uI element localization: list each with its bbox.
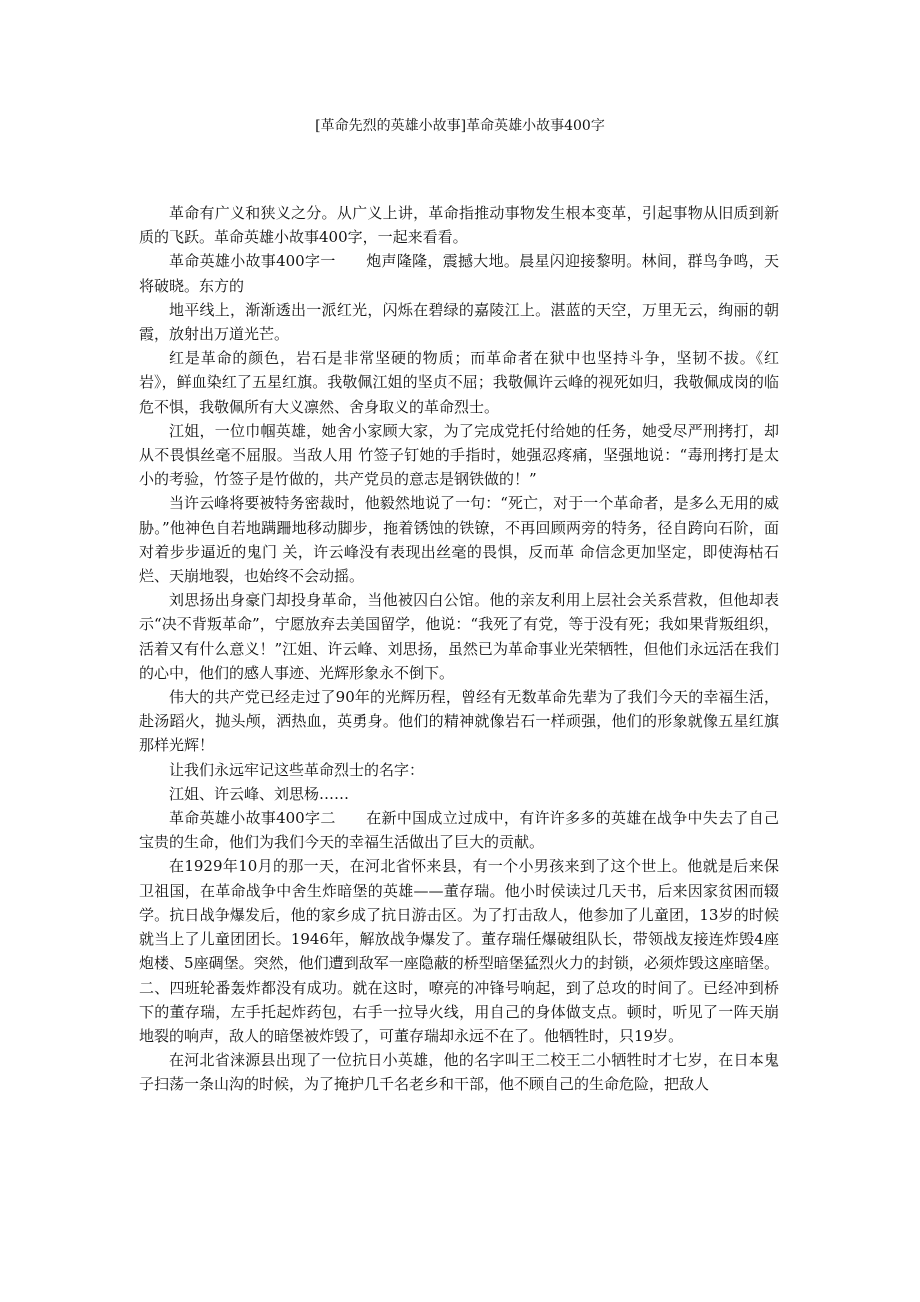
paragraph-horizon: 地平线上，渐渐透出一派红光，闪烁在碧绿的嘉陵江上。湛蓝的天空，万里无云，绚丽的朝霞，放射出万道光芒。 xyxy=(139,300,779,344)
document-title: [革命先烈的英雄小故事]革命英雄小故事400字 xyxy=(315,118,605,134)
paragraph-story-two-heading: 革命英雄小故事400字二 在新中国成立过成中，有许许多多的英雄在战争中失去了自己宝贵的生命，他们为我们今天的幸福生活做出了巨大的贡献。 xyxy=(139,809,779,852)
paragraph-red-crag: 红是革命的颜色，岩石是非常坚硬的物质；而革命者在狱中也坚持斗争，坚韧不拔。《红岩》，鲜血染红了五星红旗。我敬佩江姐的坚贞不屈；我敬佩许云峰的视死如归，我敬佩成岗的临危不惧，我敬佩所有大义凛然、舍身取义的革命烈士。 xyxy=(139,349,779,416)
paragraph-remember: 让我们永远牢记这些革命烈士的名字： xyxy=(169,760,425,779)
paragraph-dong-cunrui: 在1929年10月的那一天，在河北省怀来县，有一个小男孩来到了这个世上。他就是后来保卫祖国，在革命战争中舍生炸暗堡的英雄——董存瑞。他小时侯读过几天书，后来因家贫困而辍学。抗日战争爆发后，他的家乡成了抗日游击区。为了打击敌人，他参加了儿童团，13岁的时候就当上了儿童团团长。1946年，解放战争爆发了。董存瑞任爆破组队长，带领战友接连炸毁4座炮楼、5座碉堡。突然，他们遭到敌军一座隐蔽的桥型暗堡猛烈火力的封锁，必须炸毁这座暗堡。二、四班轮番轰炸都没有成功。就在这时，嘹亮的冲锋号响起，到了总攻的时间了。已经冲到桥下的董存瑞，左手托起炸药包，右手一拉导火线，用自己的身体做支点。顿时，听见了一阵天崩地裂的响声，敌人的暗堡被炸毁了，可董存瑞却永远不在了。他牺牲时，只19岁。 xyxy=(139,857,779,1045)
paragraph-liu-siyang: 刘思扬出身豪门却投身革命，当他被囚白公馆。他的亲友利用上层社会关系营救，但他却表示“决不背叛革命”，宁愿放弃去美国留学，他说：“我死了有党，等于没有死；我如果背叛组织，活着又有什么意义！”江姐、许云峰、刘思扬，虽然已为革命事业光荣牺牲，但他们永远活在我们的心中，他们的感人事迹、光辉形象永不倒下。 xyxy=(139,591,779,682)
document-body xyxy=(139,201,779,1097)
paragraph-intro: 革命有广义和狭义之分。从广义上讲，革命指推动事物发生根本变革，引起事物从旧质到新质的飞跃。革命英雄小故事400字，一起来看看。 xyxy=(139,204,779,247)
paragraph-names: 江姐、许云峰、刘思杨…… xyxy=(169,784,350,803)
paragraph-story-one-heading: 革命英雄小故事400字一 炮声隆隆，震撼大地。晨星闪迎接黎明。林间，群鸟争鸣，天将破晓。东方的 xyxy=(139,252,779,295)
paragraph-xu-yunfeng: 当许云峰将要被特务密裁时，他毅然地说了一句：“死亡，对于一个革命者，是多么无用的威胁。”他神色自若地蹒跚地移动脚步，拖着锈蚀的铁镣，不再回顾两旁的特务，径自跨向石阶，面对着步步逼近的鬼门 关，许云峰没有表现出丝毫的畏惧，反而革 命信念更加坚定，即使海枯石烂、天崩地裂，也始终不会动摇。 xyxy=(139,494,779,586)
paragraph-wang-erxiao: 在河北省涞源县出现了一位抗日小英雄，他的名字叫王二校王二小牺牲时才七岁，在日本鬼子扫荡一条山沟的时候，为了掩护几千名老乡和干部，他不顾自己的生命危险，把敌人 xyxy=(139,1051,779,1094)
paragraph-jiang-jie: 江姐，一位巾帼英雄，她舍小家顾大家，为了完成党托付给她的任务，她受尽严刑拷打，却从不畏惧丝毫不屈服。当敌人用 竹签子钉她的手指时，她强忍疼痛，坚强地说：“毒刑拷打是太小的考验，竹签子是竹做的，共产党员的意志是钢铁做的！” xyxy=(139,421,779,489)
paragraph-party-history: 伟大的共产党已经走过了90年的光辉历程，曾经有无数革命先辈为了我们今天的幸福生活，赴汤蹈火，抛头颅，洒热血，英勇身。他们的精神就像岩石一样顽强，他们的形象就像五星红旗那样光辉！ xyxy=(139,688,779,755)
